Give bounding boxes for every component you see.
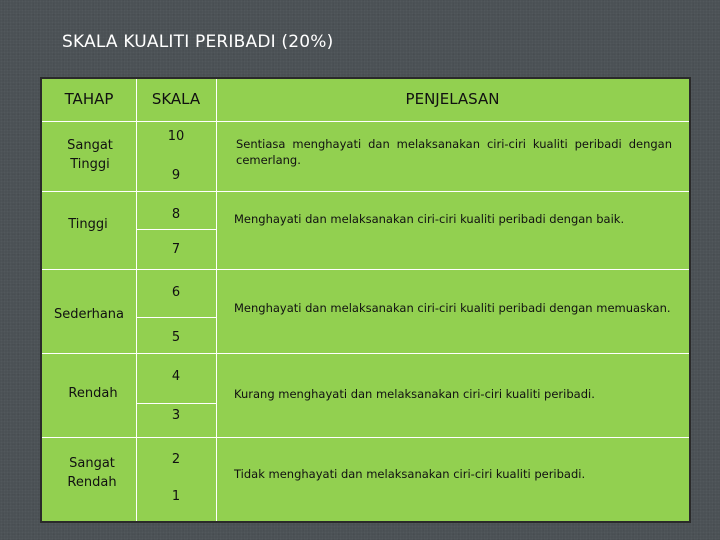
scale-divider-2 <box>136 229 216 230</box>
scale-value: 1 <box>171 489 181 504</box>
header-skala: SKALA <box>151 90 201 108</box>
scale-value: 7 <box>171 242 181 257</box>
header-penjelasan: PENJELASAN <box>405 90 500 108</box>
penjelasan-rendah: Kurang menghayati dan melaksanakan ciri-ciri kualiti peribadi. <box>234 387 595 401</box>
slide-title: SKALA KUALITI PERIBADI (20%) <box>62 32 334 52</box>
tahap-sangat-tinggi: Sangat Tinggi <box>67 138 113 172</box>
row-divider-3 <box>42 353 689 354</box>
row-divider-header <box>42 121 689 122</box>
scale-divider-4 <box>136 403 216 404</box>
scale-value: 3 <box>171 408 181 423</box>
tahap-sangat-rendah: Sangat Rendah <box>67 456 117 490</box>
row-divider-2 <box>42 269 689 270</box>
row-divider-1 <box>42 191 689 192</box>
scale-value: 2 <box>171 452 181 467</box>
penjelasan-sangat-tinggi: Sentiasa menghayati dan melaksanakan ciri-ciri kualiti peribadi dengan cemerlang. <box>236 137 672 167</box>
scale-value: 5 <box>171 330 181 345</box>
tahap-tinggi: Tinggi <box>68 217 108 232</box>
penjelasan-sangat-rendah: Tidak menghayati dan melaksanakan ciri-ciri kualiti peribadi. <box>234 467 586 481</box>
tahap-rendah: Rendah <box>68 386 118 401</box>
scale-value: 9 <box>171 168 181 183</box>
penjelasan-sederhana: Menghayati dan melaksanakan ciri-ciri kualiti peribadi dengan memuaskan. <box>234 301 671 315</box>
scale-value: 6 <box>171 285 181 300</box>
quality-scale-table <box>42 79 689 521</box>
scale-value: 4 <box>171 369 181 384</box>
row-divider-4 <box>42 437 689 438</box>
scale-divider-3 <box>136 317 216 318</box>
scale-value: 8 <box>171 207 181 222</box>
header-tahap: TAHAP <box>64 90 114 108</box>
scale-value: 10 <box>167 129 185 144</box>
penjelasan-tinggi: Menghayati dan melaksanakan ciri-ciri kualiti peribadi dengan baik. <box>234 212 625 226</box>
col-divider-2 <box>216 79 217 521</box>
tahap-sederhana: Sederhana <box>53 307 125 322</box>
